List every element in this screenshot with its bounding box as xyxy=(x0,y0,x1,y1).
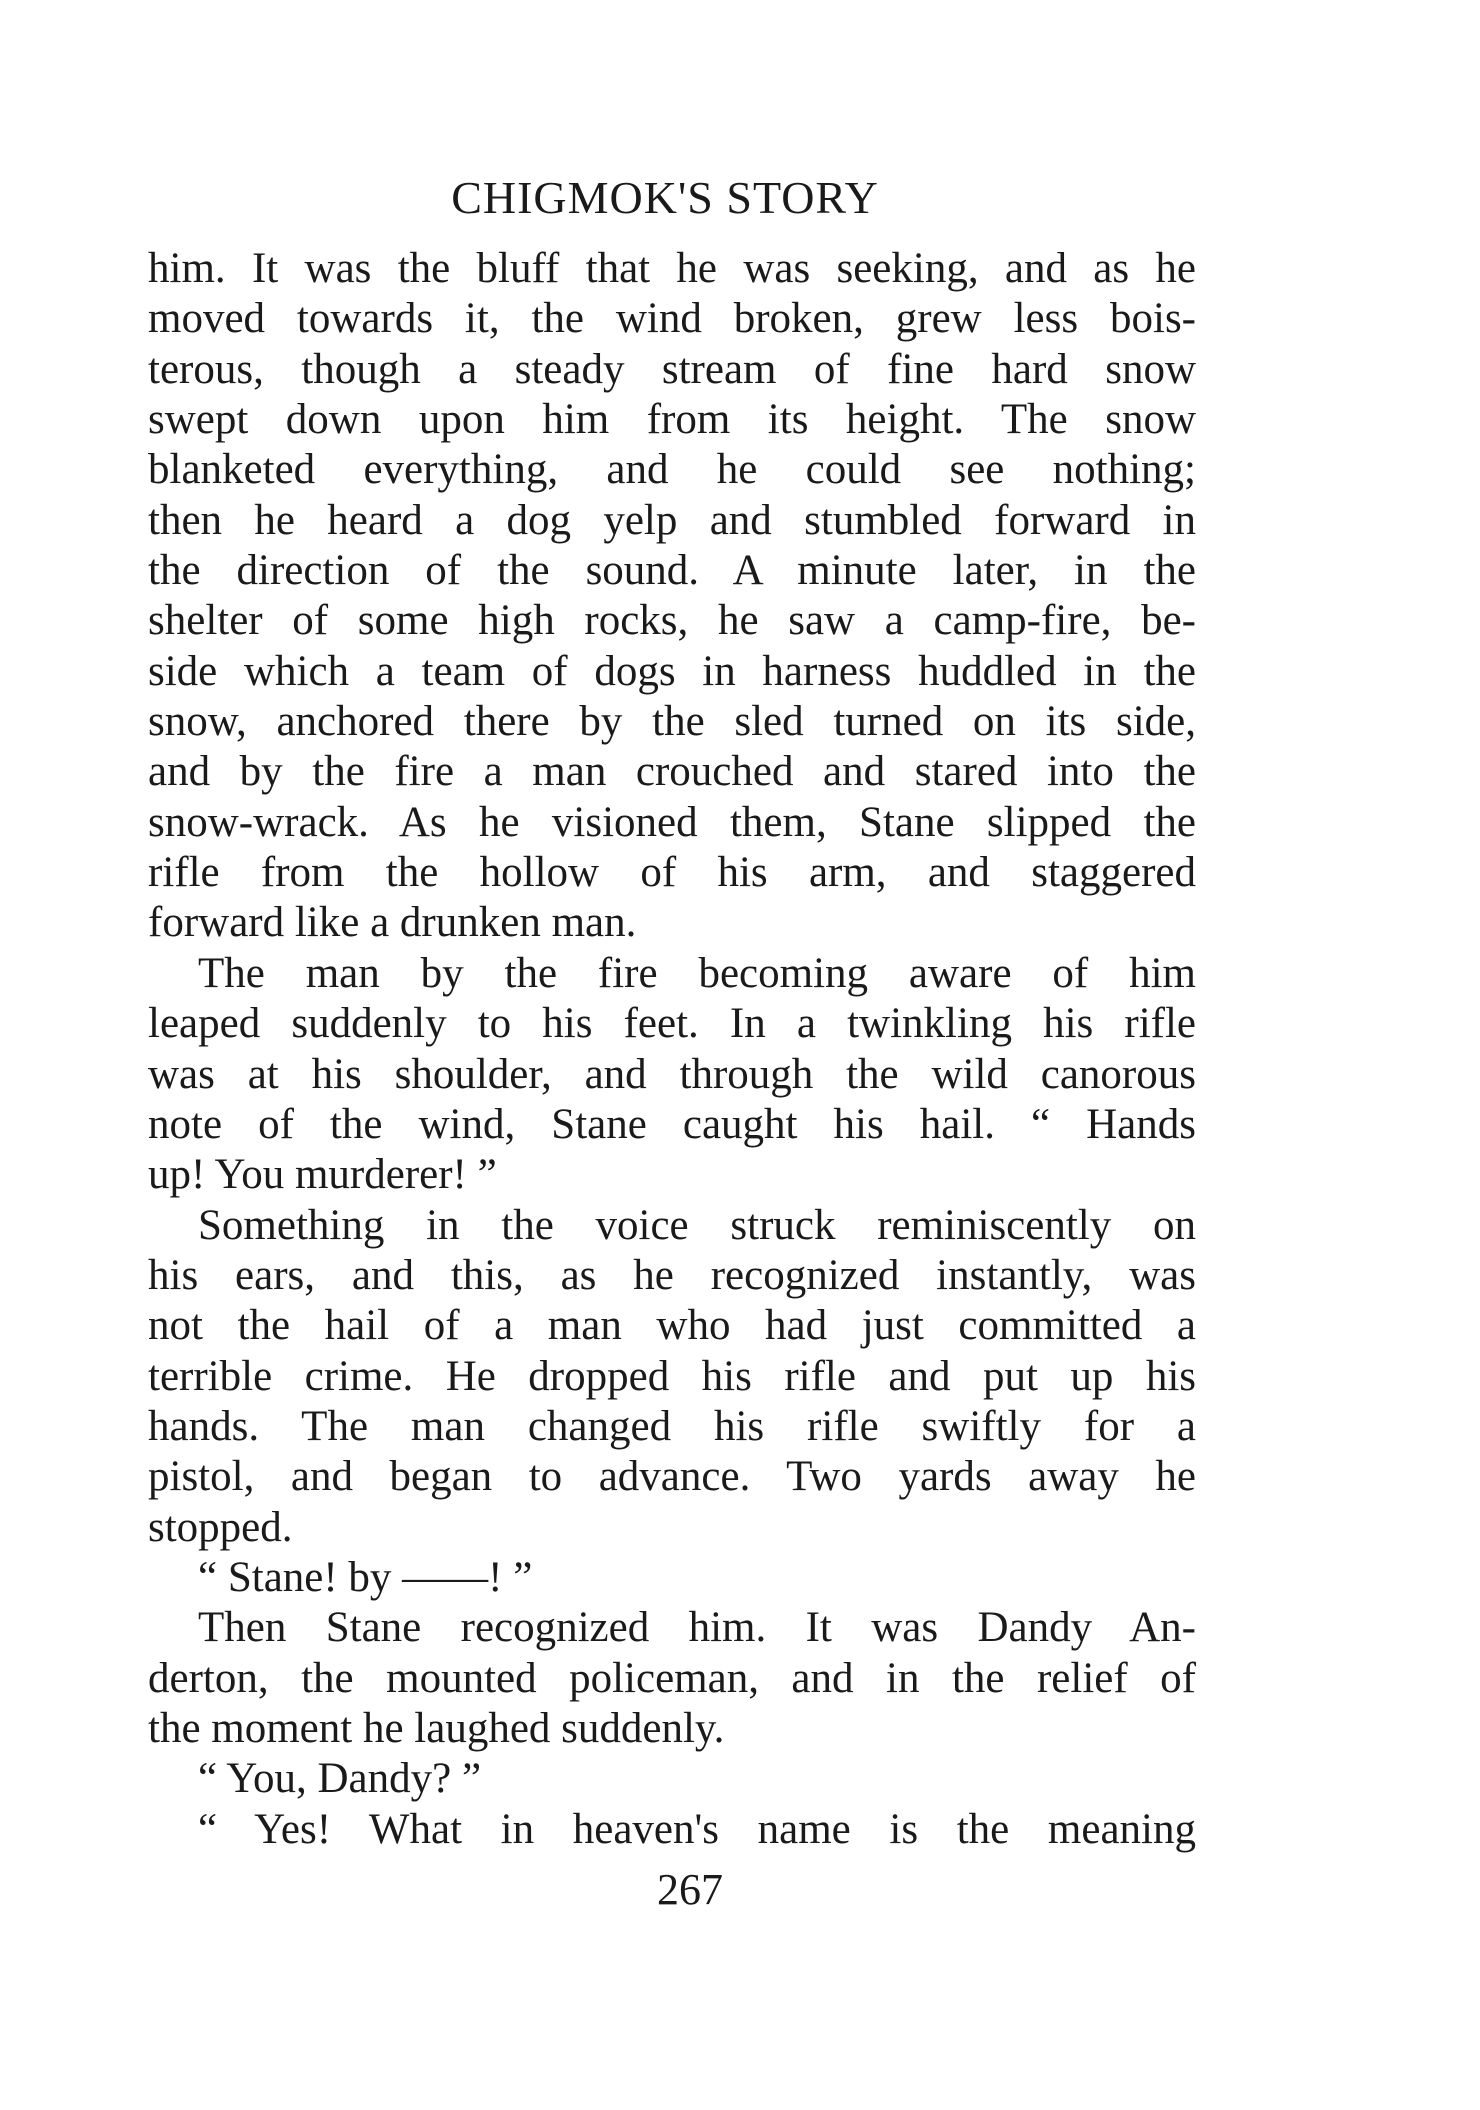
text-line: snow-wrack. As he visioned them, Stane slipped the xyxy=(148,798,1196,846)
text-line: shelter of some high rocks, he saw a camp-fire, be- xyxy=(148,597,1196,645)
text-line: forward like a drunken man. xyxy=(148,899,637,947)
text-line: him. It was the bluff that he was seeking, and as he xyxy=(148,245,1196,292)
running-title: CHIGMOK'S STORY xyxy=(451,172,879,223)
text-line: side which a team of dogs in harness huddled in the xyxy=(148,647,1196,695)
text-line: derton, the mounted policeman, and in the relief of xyxy=(148,1654,1196,1702)
page-number: 267 xyxy=(657,1865,723,1914)
text-line: The man by the fire becoming aware of him xyxy=(198,949,1196,997)
text-line: his ears, and this, as he recognized instantly, was xyxy=(148,1251,1196,1299)
text-line: Something in the voice struck reminiscently on xyxy=(198,1201,1196,1249)
text-line: up! You murderer! ” xyxy=(148,1151,497,1199)
text-line: the direction of the sound. A minute later, in the xyxy=(148,547,1196,595)
text-line: pistol, and began to advance. Two yards away he xyxy=(148,1453,1196,1501)
text-line: the moment he laughed suddenly. xyxy=(148,1704,725,1752)
text-line: stopped. xyxy=(148,1503,293,1551)
text-line: “ Yes! What in heaven's name is the meaning xyxy=(198,1805,1196,1853)
text-line: and by the fire a man crouched and stared into the xyxy=(148,748,1196,796)
text-line: “ You, Dandy? ” xyxy=(198,1755,482,1803)
text-line: hands. The man changed his rifle swiftly for a xyxy=(148,1402,1196,1450)
text-line: rifle from the hollow of his arm, and staggered xyxy=(148,849,1196,897)
text-line: Then Stane recognized him. It was Dandy An- xyxy=(198,1604,1196,1652)
text-line: not the hail of a man who had just committed a xyxy=(148,1302,1196,1350)
text-line: moved towards it, the wind broken, grew less bois- xyxy=(148,295,1196,343)
text-line: terrible crime. He dropped his rifle and put up his xyxy=(148,1352,1196,1400)
text-line: swept down upon him from its height. The snow xyxy=(148,396,1196,444)
text-line: then he heard a dog yelp and stumbled forward in xyxy=(148,496,1196,544)
text-line: was at his shoulder, and through the wild canorous xyxy=(148,1050,1196,1098)
text-line: note of the wind, Stane caught his hail. “ Hands xyxy=(148,1100,1196,1148)
text-line: leaped suddenly to his feet. In a twinkling his rifle xyxy=(148,1000,1196,1048)
text-line: snow, anchored there by the sled turned on its side, xyxy=(148,698,1196,746)
text-line: terous, though a steady stream of fine hard snow xyxy=(148,345,1196,393)
text-line: “ Stane! by ——! ” xyxy=(198,1553,533,1601)
body-text xyxy=(148,244,1196,1855)
text-line: blanketed everything, and he could see nothing; xyxy=(148,446,1196,494)
